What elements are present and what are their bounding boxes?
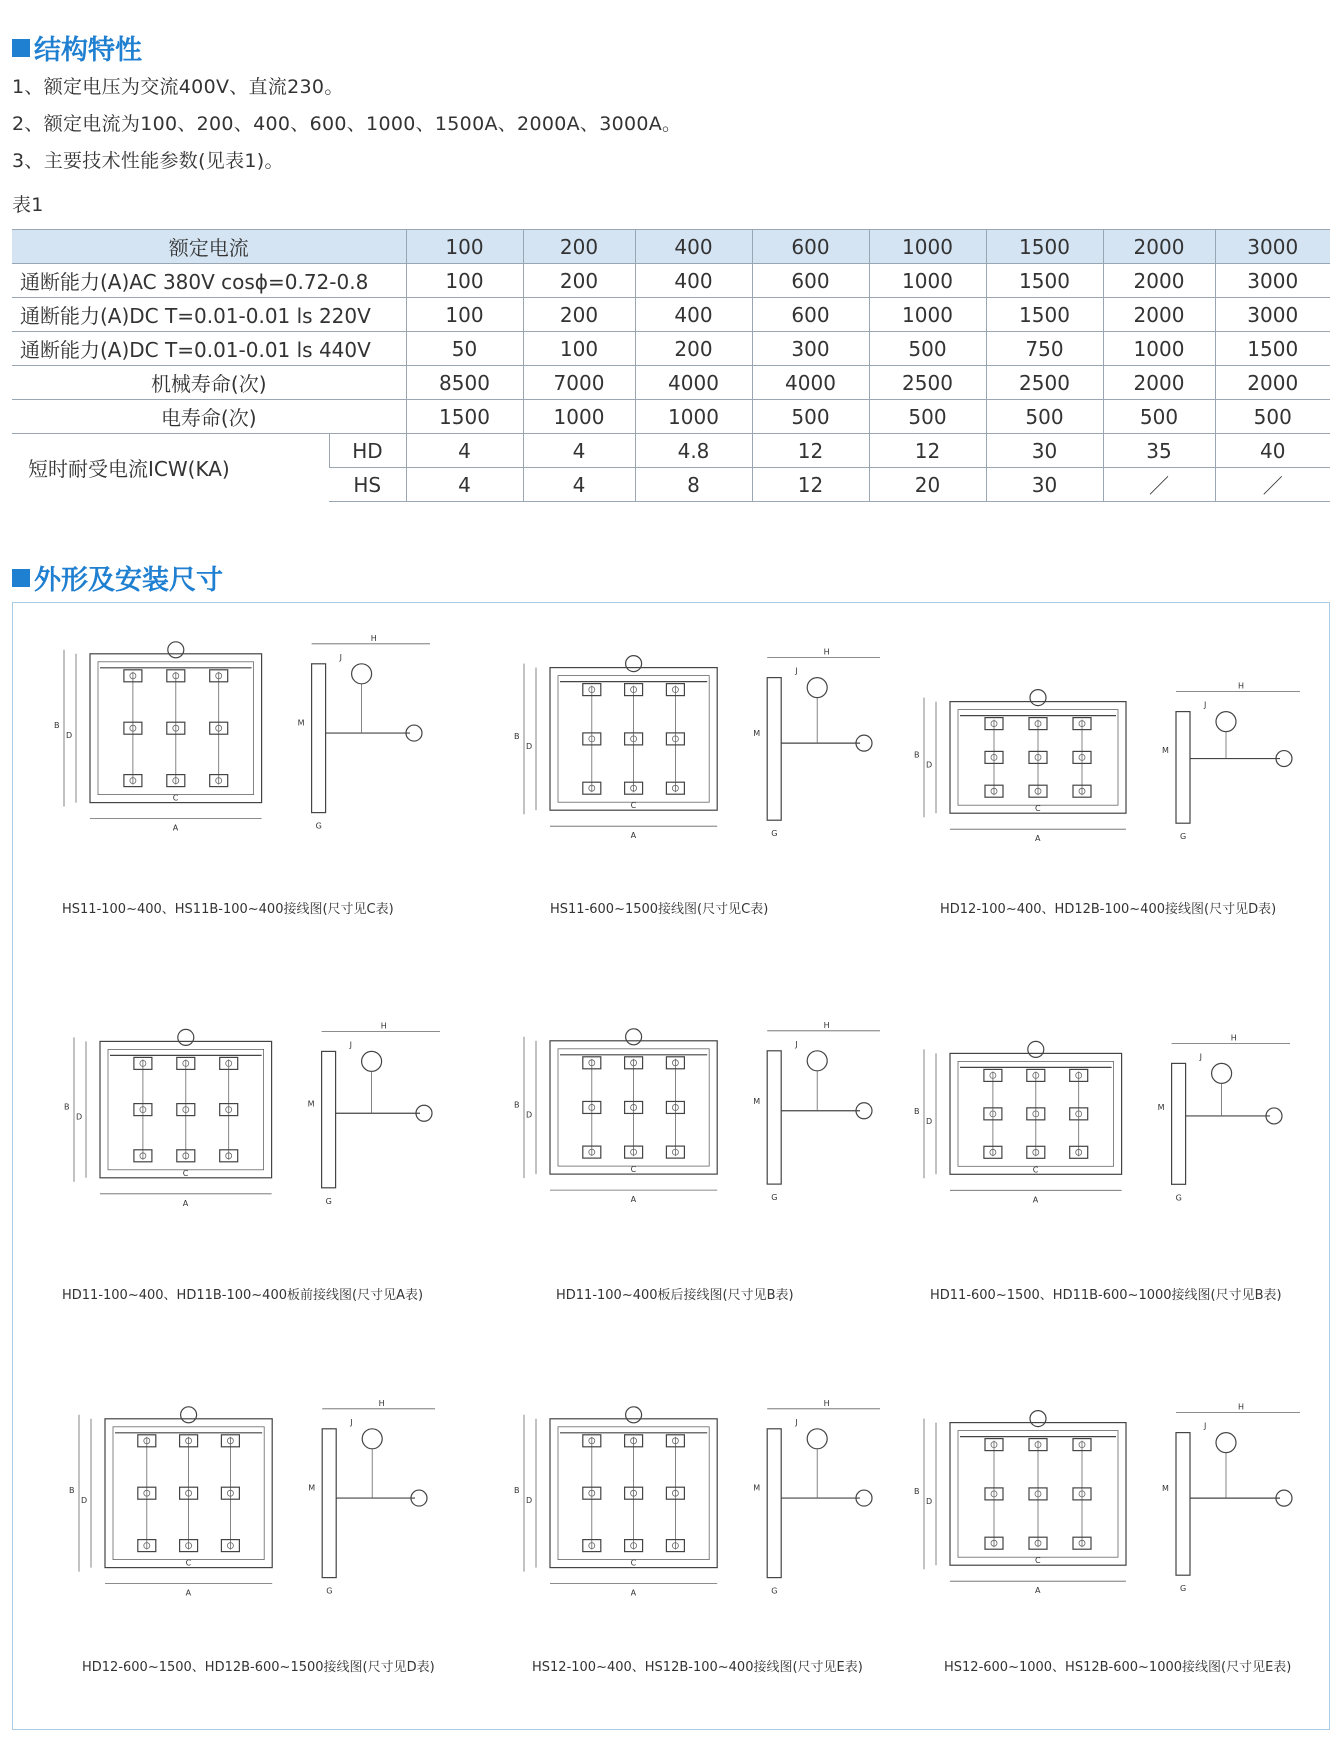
dimension-label-j: J [349,1040,352,1050]
table-cell: 1500 [1215,332,1330,366]
dimension-label-m: M [753,1097,761,1107]
table-cell: 8500 [406,366,523,400]
table-cell: 500 [1103,400,1215,434]
table-row [12,264,1330,298]
table-cell: 3000 [1215,264,1330,298]
table-header-cell: 额定电流 [12,230,406,264]
handle-knob [181,1407,197,1423]
dimension-label-b: B [514,1486,520,1496]
dimension-label-j: J [1204,1421,1207,1431]
side-view-knob [1216,1433,1236,1453]
dimension-label-h: H [823,1398,830,1408]
diagram-caption: HS12-600~1000、HS12B-600~1000接线图(尺寸见E表) [944,1660,1292,1675]
dimension-label-j: J [339,652,342,662]
table-cell: 通断能力(A)AC 380V cosϕ=0.72-0.8 [12,264,406,298]
switch-drawing-svg [50,625,440,865]
table-cell: ／ [1215,468,1330,502]
table-header-cell: 200 [523,230,635,264]
table-row [12,332,1330,366]
feature-line-2: 2、额定电流为100、200、400、600、1000、1500A、2000A、3000A。 [12,113,682,135]
dimension-label-g: G [771,829,778,839]
table-cell: 40 [1215,434,1330,468]
dimension-label-c: C [1032,1165,1039,1175]
table-cell: 12 [752,434,869,468]
table-cell: 2000 [1103,366,1215,400]
switch-drawing-svg [910,680,1310,860]
side-view-knob [807,1051,827,1071]
dimension-label-a: A [1035,834,1041,844]
side-view-plate [1172,1063,1186,1184]
table-cell: 2000 [1215,366,1330,400]
table-cell: HD [329,434,406,468]
table-cell: 4 [406,434,523,468]
dimension-label-a: A [185,1588,192,1598]
side-view-plate [767,678,781,821]
dimension-label-g: G [1180,832,1187,842]
table-cell: 50 [406,332,523,366]
dimension-label-m: M [753,729,761,739]
dimension-label-m: M [753,1483,761,1493]
table-cell: HS [329,468,406,502]
section-title-dimensions [12,558,223,597]
table-cell: 600 [752,298,869,332]
handle-knob [626,656,642,672]
dimension-label-g: G [771,1586,778,1596]
dimension-label-c: C [630,1165,637,1175]
dimension-label-g: G [315,821,322,831]
table-cell: 2500 [869,366,986,400]
table-cell: 750 [986,332,1103,366]
dimension-label-d: D [526,1110,533,1120]
side-view-plate [1176,1433,1190,1576]
dimension-label-c: C [182,1168,189,1178]
table-header-cell: 1000 [869,230,986,264]
dimension-label-b: B [64,1102,70,1112]
table-cell: 7000 [523,366,635,400]
dimension-label-g: G [325,1196,332,1206]
dimension-label-h: H [1238,681,1245,691]
section-title-text: 外形及安装尺寸 [34,565,223,596]
dimension-label-c: C [1035,1556,1041,1566]
table-cell: 4000 [752,366,869,400]
side-view-knob [1212,1063,1232,1083]
table-cell: 2000 [1103,264,1215,298]
switch-drawing-svg [910,1395,1310,1625]
table-cell: 4.8 [635,434,752,468]
section-title-structure [12,28,142,67]
dimension-label-c: C [185,1558,192,1568]
dimension-label-b: B [914,1106,920,1116]
side-view-knob [362,1051,382,1071]
feature-line-3: 3、主要技术性能参数(见表1)。 [12,150,284,172]
table-cell: 1000 [523,400,635,434]
table-cell: 1000 [869,298,986,332]
table-cell: 通断能力(A)DC T=0.01-0.01 ls 440V [12,332,406,366]
dimension-label-g: G [326,1586,333,1596]
dimension-label-h: H [823,647,830,657]
dimension-drawing [510,640,890,870]
table-header-cell: 2000 [1103,230,1215,264]
feature-line-1: 1、额定电压为交流400V、直流230。 [12,76,344,98]
square-bullet-icon [12,569,30,587]
dimension-label-b: B [514,1100,520,1110]
dimension-drawing [65,1390,445,1630]
dimension-label-h: H [380,1021,387,1031]
table-cell: 12 [869,434,986,468]
dimension-label-j: J [795,1039,798,1049]
dimension-label-h: H [823,1020,830,1030]
diagram-caption: HD12-600~1500、HD12B-600~1500接线图(尺寸见D表) [82,1660,435,1675]
side-view-knob [807,678,827,698]
dimension-label-b: B [54,721,60,731]
dimension-label-a: A [1032,1195,1039,1205]
table-cell: 4 [406,468,523,502]
dimension-label-b: B [914,1486,920,1496]
table-header-cell: 3000 [1215,230,1330,264]
handle-knob [178,1029,194,1045]
dimension-label-a: A [182,1198,189,1208]
table-header-cell: 600 [752,230,869,264]
dimension-drawing [910,1395,1310,1625]
dimension-label-c: C [172,793,179,803]
table-cell: 100 [406,298,523,332]
table-row [12,434,1330,468]
dimension-label-m: M [1162,1484,1169,1494]
table-cell: 4 [523,468,635,502]
handle-knob [1030,1411,1046,1427]
side-view-plate [767,1051,781,1184]
table-cell: 100 [523,332,635,366]
side-view-knob [807,1429,827,1449]
table-cell: 100 [406,264,523,298]
table-cell: 600 [752,264,869,298]
table-cell: 1000 [635,400,752,434]
table-cell: 300 [752,332,869,366]
switch-drawing-svg [510,640,890,870]
table-header-cell: 1500 [986,230,1103,264]
table-cell: 30 [986,468,1103,502]
table-cell: 30 [986,434,1103,468]
table-cell: 500 [869,332,986,366]
dimension-label-d: D [926,1116,933,1126]
dimension-label-d: D [81,1496,88,1506]
switch-drawing-svg [60,1015,450,1235]
diagram-caption: HD11-600~1500、HD11B-600~1000接线图(尺寸见B表) [930,1288,1282,1303]
dimension-label-d: D [926,760,933,770]
table-cell: 500 [869,400,986,434]
dimension-label-m: M [307,1099,315,1109]
side-view-plate [767,1429,781,1578]
table-cell: 200 [635,332,752,366]
side-view-knob [352,664,372,684]
dimension-label-h: H [1238,1402,1245,1412]
diagram-caption: HS11-600~1500接线图(尺寸见C表) [550,902,769,917]
table-row [12,366,1330,400]
dimension-label-a: A [630,1195,637,1205]
switch-drawing-svg [910,1030,1300,1225]
handle-knob [626,1029,642,1045]
table-cell: 500 [1215,400,1330,434]
dimension-label-m: M [308,1483,316,1493]
table-cell: 1500 [986,298,1103,332]
table-row [12,298,1330,332]
dimension-label-m: M [297,718,305,728]
diagram-caption: HS12-100~400、HS12B-100~400接线图(尺寸见E表) [532,1660,863,1675]
table-cell: 500 [752,400,869,434]
dimension-label-g: G [771,1193,778,1203]
dimension-drawing [910,1030,1300,1225]
handle-knob [1028,1041,1044,1057]
dimension-label-d: D [76,1112,83,1122]
table-cell: 机械寿命(次) [12,366,406,400]
dimension-label-c: C [1035,804,1041,814]
dimension-drawing [510,1015,890,1230]
table-cell: 2000 [1103,298,1215,332]
side-view-plate [1176,712,1190,824]
dimension-label-m: M [1157,1102,1165,1112]
table-cell: ／ [1103,468,1215,502]
table-cell: 500 [986,400,1103,434]
switch-drawing-svg [510,1390,890,1630]
dimension-label-j: J [350,1417,353,1427]
dimension-label-c: C [630,801,637,811]
table-cell: 1000 [1103,332,1215,366]
table-cell: 12 [752,468,869,502]
handle-knob [626,1407,642,1423]
dimension-label-m: M [1162,745,1169,755]
section-title-text: 结构特性 [34,35,142,66]
table-cell: 20 [869,468,986,502]
diagram-caption: HS11-100~400、HS11B-100~400接线图(尺寸见C表) [62,902,394,917]
table-cell: 4000 [635,366,752,400]
dimension-label-g: G [1180,1584,1187,1594]
dimension-label-j: J [795,666,798,676]
table-cell: 400 [635,298,752,332]
diagram-caption: HD11-100~400板后接线图(尺寸见B表) [556,1288,794,1303]
dimension-label-b: B [69,1486,75,1496]
dimension-label-b: B [914,750,920,760]
table-cell: 1000 [869,264,986,298]
dimension-label-d: D [66,731,73,741]
switch-drawing-svg [65,1390,445,1630]
dimension-label-j: J [1199,1052,1202,1062]
table-cell: 35 [1103,434,1215,468]
dimension-label-a: A [630,831,637,841]
square-bullet-icon [12,39,30,57]
dimension-label-d: D [526,1496,533,1506]
spec-table [12,230,1330,502]
dimension-label-d: D [526,741,533,751]
dimension-label-h: H [378,1398,385,1408]
table-cell: 1500 [986,264,1103,298]
table-cell: 2500 [986,366,1103,400]
side-view-plate [322,1051,336,1187]
switch-drawing-svg [510,1015,890,1230]
dimension-label-b: B [514,731,520,741]
dimension-label-j: J [795,1417,798,1427]
table-cell: 200 [523,264,635,298]
dimension-label-j: J [1204,700,1207,710]
dimension-label-h: H [370,633,377,643]
table-cell: 4 [523,434,635,468]
dimension-label-d: D [926,1496,933,1506]
table-cell-icw-label: 短时耐受电流ICW(KA) [12,434,329,502]
table-cell: 200 [523,298,635,332]
dimension-label-a: A [1035,1586,1041,1596]
table-header-cell: 400 [635,230,752,264]
dimension-label-a: A [172,823,179,833]
table-cell: 1500 [406,400,523,434]
dimension-label-g: G [1175,1193,1182,1203]
dimension-drawing [50,625,440,865]
handle-knob [1030,690,1046,706]
side-view-knob [362,1429,382,1449]
diagram-caption: HD11-100~400、HD11B-100~400板前接线图(尺寸见A表) [62,1288,424,1303]
table-cell: 8 [635,468,752,502]
dimension-drawing [510,1390,890,1630]
dimension-label-h: H [1230,1033,1237,1043]
table-cell: 3000 [1215,298,1330,332]
table-label: 表1 [12,194,44,216]
side-view-knob [1216,712,1236,732]
table-cell: 电寿命(次) [12,400,406,434]
dimension-drawing [910,680,1310,860]
table-header-row [12,230,1330,264]
table-cell: 400 [635,264,752,298]
side-view-plate [312,664,326,813]
table-cell: 通断能力(A)DC T=0.01-0.01 ls 220V [12,298,406,332]
table-row [12,400,1330,434]
dimension-label-c: C [630,1558,637,1568]
dimension-drawing [60,1015,450,1235]
handle-knob [168,642,184,658]
side-view-plate [322,1429,336,1578]
table-header-cell: 100 [406,230,523,264]
diagram-caption: HD12-100~400、HD12B-100~400接线图(尺寸见D表) [940,902,1277,917]
dimension-label-a: A [630,1588,637,1598]
